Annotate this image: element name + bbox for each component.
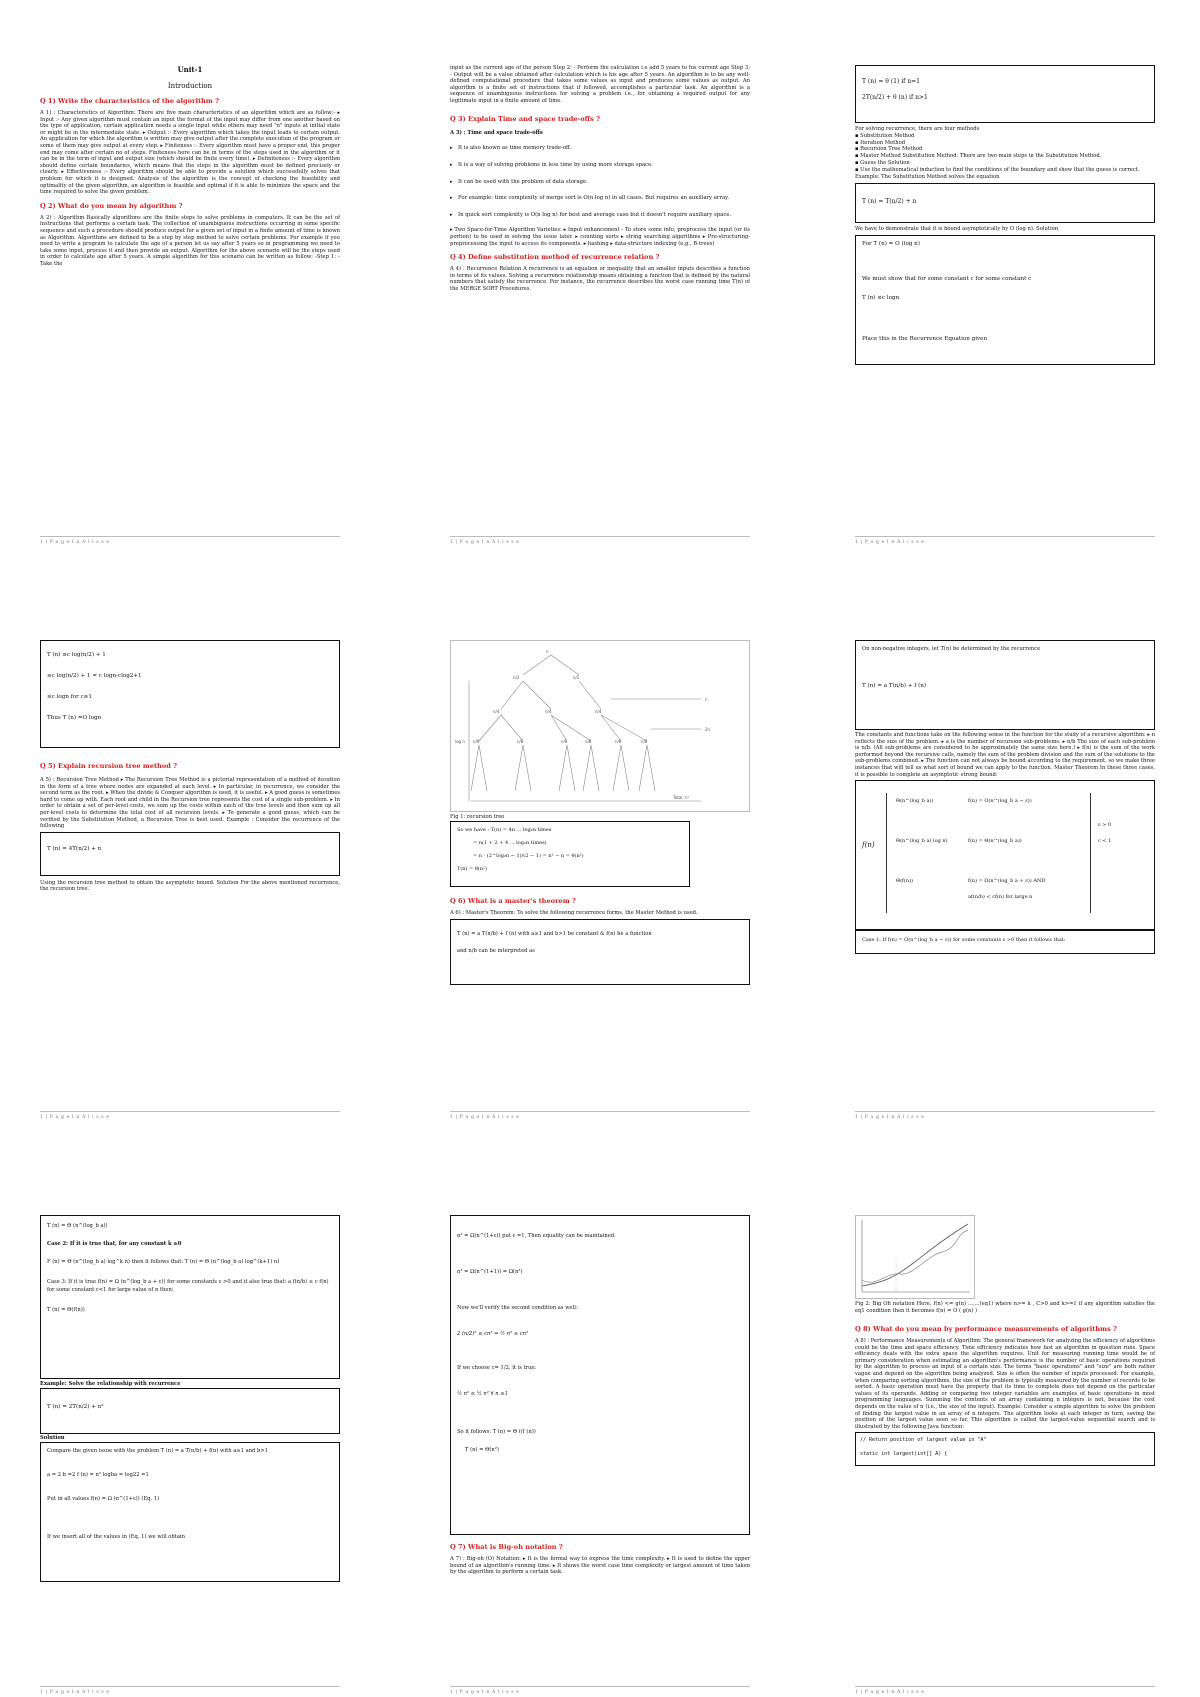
page-footer: 1 | P a g e I n A l i s s e <box>855 536 1155 545</box>
solution-line: T (n) ≤c logn <box>862 295 900 302</box>
list-item: ▪ Recursion Tree Method <box>855 146 923 153</box>
list-item: ▸ It is a way of solving problems in less time by using more storage space. <box>450 162 750 169</box>
page-3 <box>855 65 1155 545</box>
verification-line: n² = Ω(n^(1+1)) = Ω(n²) <box>457 1269 523 1275</box>
verification-line: Now we'll verify the second condition as well: <box>457 1305 578 1311</box>
proof-line: ≤c log(n/2) + 1 = c logn-clog2+1 <box>47 673 142 679</box>
brace <box>1090 793 1091 913</box>
case-line: Case 2: If it is true that, for any constant k ≥0 <box>47 1241 182 1247</box>
code-box <box>855 1432 1155 1466</box>
page-8 <box>450 1215 750 1695</box>
equation-box <box>855 183 1155 223</box>
svg-text:n/8: n/8 <box>585 739 592 744</box>
svg-text:n/8: n/8 <box>473 739 480 744</box>
list-item: ▪ Guess the Solution <box>855 159 910 166</box>
page-footer: 1 | P a g e I n A l i s s e <box>450 536 750 545</box>
page-5 <box>450 640 750 1120</box>
solution-line: For T (n) = O (log n) <box>862 241 920 248</box>
solution-box <box>40 1442 340 1582</box>
case-line: T (n) = Θ(f(n)) <box>47 1307 85 1313</box>
case-1-box <box>855 930 1155 954</box>
equation: T (n) = 4T(n/2) + n <box>47 845 102 852</box>
list-item: ▸ In quick sort complexity is O(n log n) for best and average case but it doesn't require auxiliary space. <box>450 212 750 219</box>
page-4 <box>40 640 340 1120</box>
list-item: ▸ It can be used with the problem of data storage. <box>450 179 750 186</box>
solution-line: Compare the given issue with the problem T (n) = a T(n/b) + f(n) with a≥1 and b>1 <box>47 1447 268 1454</box>
case-value: Θ(n^(log_b a)) <box>896 798 934 805</box>
brace <box>886 793 887 913</box>
page-footer: 1 | P a g e I n A l i s s e <box>40 1686 340 1695</box>
master-form-line: T (n) = a T(n/b) + f (n) with a≥1 and b>1 be constant & f(n) be a function <box>457 930 652 937</box>
prove-text: We have to demonstrate that it is bound asymptotically by O (log n). Solution <box>855 226 1059 233</box>
svg-text:n/8: n/8 <box>561 739 568 744</box>
answer-2-continued: input as the current age of the person Step 2: - Perform the calculation i.e add 5 years to his current age Step 3: - Output will be a value obtained after calculation which is his age after 5 years. An algorithm is to be any well-defined computational procedure that takes some values as input and produces some values as output. An algorithm is a finite set of instructions that if followed, accomplishes a particular task. An algorithm is a sequence of unambiguous instructions for solving a problem i.e., for obtaining a required output for any legitimate input in a finite amount of time. <box>450 65 750 104</box>
svg-text:n/2: n/2 <box>573 675 580 680</box>
question-3: Q 3) Explain Time and space trade-offs ? <box>450 114 600 123</box>
recurrence-line: 2T(n/2) + θ (n) if n>1 <box>862 94 928 101</box>
svg-text:log n: log n <box>455 739 465 744</box>
verification-line: 2 (n/2)² ≤ cn² ⇒ ½ n² ≤ cn² <box>457 1331 529 1337</box>
answer-2: A 2) : Algorithm Basically algorithms are the finite steps to solve problems in computers. It can be the set of instructions that performs a certain task. The collection of unambiguous instructions occurring in some specific sequence and such a procedure should produce output for a given set of input in a finite amount of time is known as Algorithm. Algorithms are defined to be a step by step method to solve certain problems. For example if you need to write a program to calculate the age of a person let us say after 5 years so in programming we need to take some input, process it and then provide an output. Algorithm for the above scenario will be the steps used in order to calculate age after 5 years. A simple algorithm for this scenario can be written as follow: -Step 1: - Take the <box>40 214 340 267</box>
recurrence-box <box>40 832 340 876</box>
recurrence-line: On non-negative integers, let T(n) be determined by the recurrence <box>862 646 1041 652</box>
tradeoff-varieties: ▸ Two Space-for-Time Algorithm Varieties: ▸ Input enhancement - To store some info, preprocess the input (or its portion) to be used in solving the issue later. ▸ counting sorts ▸ string searching algorithms ▸ Pre-structuring-preprocessing the input to access its components. ▸ hashing ▸ data-structure indexing (e.g., B-trees) <box>450 227 750 247</box>
svg-text:n/4: n/4 <box>545 709 552 714</box>
verification-line: T (n) = Θ(n²) <box>465 1447 499 1453</box>
list-item: ▪ Substitution Method <box>855 132 915 139</box>
case-line: F (n) = Θ (n^(log_b a) log^k n) then it follows that: T (n) = Θ (n^(log_b a) log^(k+1) n) <box>47 1259 280 1265</box>
proof-box <box>40 640 340 748</box>
page-footer: 1 | P a g e I n A l i s s e <box>40 536 340 545</box>
verification-line: If we choose c= 1/2, it is true: <box>457 1365 537 1371</box>
big-oh-graph <box>856 1216 974 1298</box>
question-2: Q 2) What do you mean by algorithm ? <box>40 201 183 210</box>
big-oh-figure <box>855 1215 975 1299</box>
verification-line: ½ n² ≤ ½ n² ∀ n ≥1 <box>457 1391 508 1397</box>
unit-title: Unit-1 <box>177 65 203 74</box>
case-line: Case 3: If it is true f(n) = Ω (n^(log_b a + ε)) for some constants ε >0 and it also true that: a f(n/b) ≤ c f(n) for some constant c<1 for large value of n then: <box>47 1279 329 1293</box>
page-9 <box>855 1215 1155 1695</box>
page-1 <box>40 65 340 545</box>
question-7: Q 7) What is Big-oh notation ? <box>450 1543 563 1551</box>
master-explanation: The constants and functions take on the following sense in the function for the study of a recursive algorithm: ▸ n reflects the size of the problem. ▸ a is the number of recursion sub-problems. ▸ n/b The size of each sub-problem is n/b. (All sub-problems are considered to be approximately the same size here.) ▸ f(n) is the sum of the work performed beyond the recursive calls, namely the sum of the problem division and the sum of the solutions to the sub-problems combined. ▸ The function can not always be bound according to the requirement, so we make three instances that will tell us what sort of bound we can apply to the function. Master Theorem In these three cases, it is possible to complete an asymptotic strong bound: <box>855 732 1155 778</box>
recurrence-line: T (n) = θ (1) if n=1 <box>862 78 920 85</box>
solution-label: Solution <box>40 1434 65 1441</box>
sum-box <box>450 821 690 887</box>
tn-label: f(n) <box>862 841 875 850</box>
case-condition: f(n) = Ω(n^(log_b a + ε)) AND <box>968 878 1046 885</box>
question-8: Q 8) What do you mean by performance measurements of algorithms ? <box>855 1325 1117 1333</box>
question-1: Q 1) Write the characteristics of the algorithm ? <box>40 97 219 105</box>
svg-text:n/2: n/2 <box>513 675 520 680</box>
case-value: Θ(f(n)) <box>896 878 913 885</box>
solution-line: If we insert all of the values in (Eq. 1) we will obtain <box>47 1533 185 1540</box>
case-condition: af(n/b) < cf(n) for large n <box>968 894 1033 901</box>
svg-text:n/4: n/4 <box>493 709 500 714</box>
page-2 <box>450 65 750 545</box>
solution-line: We must show that for some constant c for some constant c <box>862 276 1032 283</box>
list-item: ▪ Iteration Method <box>855 139 906 146</box>
list-item: ▪ Master Method Substitution Method: There are two main steps in the Substitution Method. <box>855 153 1102 160</box>
unit-subtitle: Introduction <box>167 82 213 90</box>
verification-line: n² = Ω(n^(1+ε)) put ε =1, Then equality can be maintained. <box>457 1233 616 1239</box>
question-6: Q 6) What is a master's theorem ? <box>450 897 576 905</box>
master-cases-box <box>855 780 1155 930</box>
answer-6: A 6) : Master's Theorem: To solve the following recurrence forms, the Master Method is used. <box>450 910 698 916</box>
page-footer: 1 | P a g e I n A l i s s e <box>855 1686 1155 1695</box>
answer-4: A 4) : Recurrence Relation A recurrence is an equation or inequality that an smaller inputs describes a function in terms of its values. Solving a recurrence relationship means obtaining a function that is defined by the natural numbers that satisfy the recurrence. For instance, the recurrence describes the worst case running time T(n) of the MERGE SORT Procedures. <box>450 266 750 292</box>
svg-text:n: n <box>705 697 708 702</box>
recurrence-box <box>855 640 1155 730</box>
page-footer: 1 | P a g e I n A l i s s e <box>450 1686 750 1695</box>
page-6 <box>855 640 1155 1120</box>
case-condition: f(n) = Θ(n^(log_b a)) <box>968 838 1022 845</box>
list-item: ▸ It is also known as time memory trade-off. <box>450 145 750 152</box>
solution-line: a = 2 b =2 f (n) = n² logba = log22 =1 <box>47 1471 149 1478</box>
answer-3-lead: A 3) : Time and space trade-offs <box>450 129 543 136</box>
equation: T (n) = T(n/2) + n <box>862 198 917 206</box>
list-item: ▪ Use the mathematical induction to find the conditions of the boundary and show that the guess is correct. Example: The Substitution Method solves the equation <box>855 166 1140 180</box>
question-4: Q 4) Define substitution method of recurrence relation ? <box>450 253 660 262</box>
sum-line: = n · (2^log₂n − 1)/(2 − 1) = n² − n = θ(n²) <box>473 853 584 859</box>
answer-8: A 8) : Performance Measurements of Algorithm: The general framework for analyzing the efficiency of algorithms could be the time and space efficiency. Time efficiency indicates how fast an algorithm in question runs. Space efficiency deals with the extra space the algorithm requires. Unit for measuring running time would be of primary consideration when estimating an algorithm's performance is the number of basic operations required by the algorithm to process an input of a certain size. The terms "basic operations" and "size" are both rather vague and depend on the algorithm being analyzed. Size is often the number of inputs processed. For example, when comparing sorting algorithms, the size of the problem is typically measured by the number of records to be sorted. A basic operation must have the property that its time to complete does not depend on the particular values of its operands. Adding or comparing two integer variables are examples of basic operations in most programming languages. Summing the contents of an array containing n integers is not, because the cost depends on the value of n (i.e., the size of the input). Example: Consider a simple algorithm to solve the problem of finding the largest value in an array of n integers. The algorithm looks at each integer in turn, saving the position of the largest value seen so far. This algorithm is called the largest-value sequential search and is illustrated by the following Java function: <box>855 1338 1155 1430</box>
page-footer: 1 | P a g e I n A l i s s e <box>40 1111 340 1120</box>
case-1-text: Case 1: If f(n) = O(n^(log_b a − ε)) for some constants ε >0 then it follows that: <box>862 937 1066 944</box>
constraint: c < 1 <box>1098 838 1112 845</box>
question-5: Q 5) Explain recursion tree method ? <box>40 762 178 770</box>
code-line: static int largest(int[] A) { <box>860 1451 948 1458</box>
answer-1: A 1) : Characteristics of Algorithm: There are five main characteristics of an algorithm which are as follow:- ▸ Input :- Any given algorithm must contain an input the format of the input may differ from one another based on the type of application, certain application needs a single input while others may need "n" inputs at initial state or might be in the intermediate state. ▸ Output :- Every algorithm which takes the input leads to certain output. An application for which the algorithm is written may give output after the complete execution of the program or some of them may give output at every step. ▸ Finiteness :- Every algorithm must have a proper end, this proper end may come after certain no of steps. Finiteness here can be in terms of the steps used in the algorithm or it can be in the term of input and output size (which should be finite every time). ▸ Definiteness :- Every algorithm should define certain boundaries, which means that the steps in the algorithm must be defined precisely or clearly. ▸ Effectiveness :- Every algorithm should be able to provide a solution which successfully solves that problem for which it is designed. Analysis of the algorithm is the concept of checking the feasibility and optimality of the given algorithm, an algorithm is feasible and optimal if it is able to minimize the space and the time required to solve the given problem. <box>40 110 340 196</box>
page-footer: 1 | P a g e I n A l i s s e <box>450 1111 750 1120</box>
master-form-box <box>450 919 750 985</box>
figure-caption: Fig 2: Big Oh notation Here, f(n) <= g(n) .......(eq1) where n>= k , C>0 and k>=1 if any algorithm satisfies the eq1 condition then it becomes f(n) = O ( g(n) ) <box>855 1301 1155 1314</box>
case-condition: f(n) = O(n^(log_b a − ε)) <box>968 798 1032 805</box>
sum-line: T(n) = θ(n²) <box>457 866 487 872</box>
verification-box <box>450 1215 750 1535</box>
sum-line: So we have : T(n) = 4n ... log₂n times <box>457 827 552 833</box>
equation: T (n) = 2T(n/2) + n² <box>47 1403 104 1410</box>
master-cases-box <box>40 1215 340 1379</box>
recurrence-line: T (n) = a T(n/b) + f (n) <box>862 683 927 689</box>
svg-text:n/4: n/4 <box>595 709 602 714</box>
example-box <box>40 1388 340 1434</box>
figure-caption: Fig 1: recursion tree <box>450 814 505 820</box>
answer-5: A 5) : Recursion Tree Method ▸ The Recursion Tree Method is a pictorial representation of a method of iteration in the form of a tree where nodes are expanded at each level. ▸ In particular, in recurrence, we consider the second term as the root. ▸ When the divide & Conquer algorithm is used, it is useful. ▸ A good guess is sometimes hard to come up with. Each root and child in the Recursion tree represents the cost of a single sub-problem. ▸ In order to obtain a set of per-level costs, we sum up the costs within each of the tree levels and then sum up all per-level costs to determine the total cost of all recursion levels. ▸ To generate a good guess, which can be verified by the Substitution Method, a Recursion Tree is best used. Example : Consider the recurrence of the following <box>40 777 340 830</box>
recursion-tree-diagram <box>451 641 749 811</box>
proof-line: ≤c logn for c≥1 <box>47 694 92 700</box>
sum-line: = n(1 + 2 + 4 ... log₂n times) <box>473 840 547 846</box>
solution-line: Put in all values f(n) = Ω (n^(1+ε)) (Eq. 1) <box>47 1495 160 1502</box>
svg-text:Total: n²: Total: n² <box>673 795 690 800</box>
master-form-line: and n/b can be interpreted as <box>457 947 535 954</box>
solution-line: Place this in the Recurrence Equation given <box>862 336 988 343</box>
code-line: // Return position of largest value in "A" <box>860 1437 987 1444</box>
solution-box <box>855 235 1155 365</box>
recursion-tree-figure <box>450 640 750 812</box>
list-item: ▸ For example: time complexity of merge sort is O(n log n) in all cases. But requires an auxiliary array. <box>450 195 750 202</box>
example-label: Example: Solve the relationship with recurrence <box>40 1381 181 1387</box>
page-footer: 1 | P a g e I n A l i s s e <box>855 1111 1155 1120</box>
page-7 <box>40 1215 340 1695</box>
case-value: Θ(n^(log_b a) log n) <box>896 838 948 845</box>
answer-7: A 7) : Big-oh (O) Notation: ▸ It is the formal way to express the time complexity. ▸ It is used to define the upper bound of an algorithm's running time. ▸ It shows the worst case time complexity or largest amount of time taken by the algorithm to perform a certain task. <box>450 1556 750 1576</box>
recurrence-box <box>855 65 1155 123</box>
svg-text:n/8: n/8 <box>615 739 622 744</box>
recursion-tree-intro: Using the recursion tree method to obtain the asymptotic bound. Solution For the above mentioned recurrence, the recursion tree. <box>40 879 340 893</box>
proof-line: T (n) ≤c log(n/2) + 1 <box>47 652 106 658</box>
case-line: T (n) = Θ (n^(log_b a)) <box>47 1223 108 1229</box>
svg-text:n: n <box>546 649 549 654</box>
svg-text:2n: 2n <box>705 727 711 732</box>
verification-line: So it follows: T (n) = Θ ((f (n)) <box>457 1429 536 1435</box>
svg-text:n/8: n/8 <box>641 739 648 744</box>
constraint: ε > 0 <box>1098 822 1112 829</box>
svg-text:n/8: n/8 <box>517 739 524 744</box>
methods-lead: For solving recurrence, there are four methods <box>855 126 980 132</box>
proof-line: Thus T (n) =O logn <box>47 715 102 721</box>
